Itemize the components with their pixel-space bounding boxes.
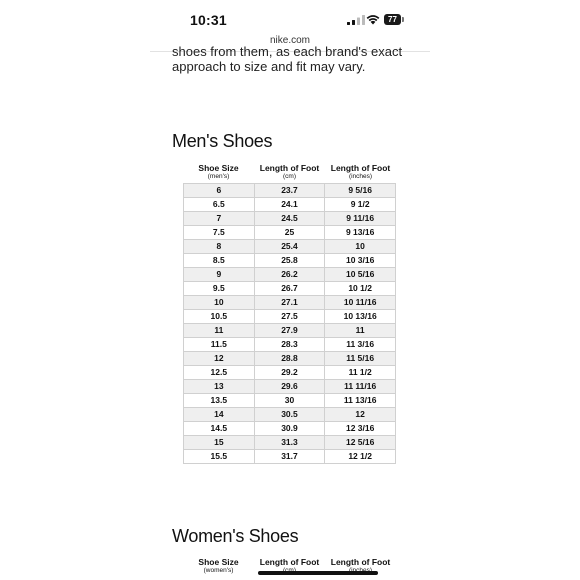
cm-cell: 24.5: [255, 212, 326, 226]
cm-cell: 26.7: [255, 282, 326, 296]
table-row: [184, 352, 396, 366]
table-row: [184, 254, 396, 268]
inches-cell: 9 5/16: [325, 184, 396, 198]
inches-cell: 10 11/16: [325, 296, 396, 310]
cm-cell: 28.8: [255, 352, 326, 366]
size-cell: 8.5: [184, 254, 255, 268]
cm-cell: 25.8: [255, 254, 326, 268]
womens-col-size-label: Shoe Size: [198, 557, 239, 567]
cm-cell: 25.4: [255, 240, 326, 254]
table-row: [184, 338, 396, 352]
table-row: [184, 226, 396, 240]
womens-col-cm-label: Length of Foot: [259, 557, 320, 567]
table-row: [184, 324, 396, 338]
size-cell: 10: [184, 296, 255, 310]
size-cell: 8: [184, 240, 255, 254]
size-cell: 9: [184, 268, 255, 282]
table-row: [184, 212, 396, 226]
size-cell: 7: [184, 212, 255, 226]
status-time: 10:31: [190, 12, 227, 28]
inches-cell: 11 11/16: [325, 380, 396, 394]
cm-cell: 29.6: [255, 380, 326, 394]
size-cell: 11.5: [184, 338, 255, 352]
cm-cell: 30.9: [255, 422, 326, 436]
womens-shoes-heading: Women's Shoes: [172, 526, 299, 546]
intro-text: approach to size and fit may vary.: [172, 59, 366, 74]
table-row: [184, 422, 396, 436]
size-cell: 7.5: [184, 226, 255, 240]
table-row: [184, 436, 396, 450]
mens-col-size-label: Shoe Size: [198, 163, 239, 173]
size-cell: 9.5: [184, 282, 255, 296]
inches-cell: 10 1/2: [325, 282, 396, 296]
table-row: [184, 268, 396, 282]
mens-col-inches-header: [325, 163, 396, 181]
url-bar[interactable]: nike.com: [269, 35, 310, 46]
table-row: [184, 282, 396, 296]
table-row: [184, 450, 396, 464]
table-row: [184, 296, 396, 310]
cm-cell: 27.9: [255, 324, 326, 338]
signal-icon: [347, 15, 365, 25]
clipped-text: shoes from them, as each brand's exact: [172, 44, 403, 59]
home-indicator[interactable]: [258, 571, 378, 575]
cm-cell: 31.3: [255, 436, 326, 450]
size-cell: 15.5: [184, 450, 255, 464]
battery-icon: [384, 14, 404, 25]
inches-cell: 12: [325, 408, 396, 422]
size-cell: 13: [184, 380, 255, 394]
size-cell: 10.5: [184, 310, 255, 324]
inches-cell: 10 3/16: [325, 254, 396, 268]
size-cell: 13.5: [184, 394, 255, 408]
inches-cell: 12 3/16: [325, 422, 396, 436]
inches-cell: 12 5/16: [325, 436, 396, 450]
inches-cell: 12 1/2: [325, 450, 396, 464]
mens-col-inches-label: Length of Foot: [330, 163, 391, 173]
table-row: [184, 198, 396, 212]
inches-cell: 11 3/16: [325, 338, 396, 352]
wifi-icon: [366, 14, 380, 25]
inches-cell: 11 5/16: [325, 352, 396, 366]
cm-cell: 27.1: [255, 296, 326, 310]
inches-cell: 9 11/16: [325, 212, 396, 226]
inches-cell: 11: [325, 324, 396, 338]
size-cell: 14: [184, 408, 255, 422]
cm-cell: 27.5: [255, 310, 326, 324]
mens-col-inches-sub: (inches): [348, 173, 373, 180]
cm-cell: 28.3: [255, 338, 326, 352]
size-cell: 11: [184, 324, 255, 338]
inches-cell: 10 5/16: [325, 268, 396, 282]
inches-cell: 11 13/16: [325, 394, 396, 408]
inches-cell: 11 1/2: [325, 366, 396, 380]
mens-col-cm-label: Length of Foot: [259, 163, 320, 173]
cm-cell: 25: [255, 226, 326, 240]
battery-cap: [402, 17, 404, 22]
cm-cell: 26.2: [255, 268, 326, 282]
size-cell: 12.5: [184, 366, 255, 380]
inches-cell: 10 13/16: [325, 310, 396, 324]
mens-shoes-heading: Men's Shoes: [172, 131, 273, 151]
battery-level: 77: [384, 14, 401, 25]
size-cell: 15: [184, 436, 255, 450]
table-row: [184, 380, 396, 394]
cm-cell: 29.2: [255, 366, 326, 380]
cm-cell: 23.7: [255, 184, 326, 198]
inches-cell: 10: [325, 240, 396, 254]
mens-size-table: [183, 183, 396, 464]
cm-cell: 24.1: [255, 198, 326, 212]
mens-col-cm-header: [254, 163, 325, 181]
table-row: [184, 394, 396, 408]
table-row: [184, 310, 396, 324]
size-cell: 6: [184, 184, 255, 198]
womens-col-size-sub: (women's): [203, 567, 234, 574]
mens-col-size-header: [183, 163, 254, 181]
size-cell: 6.5: [184, 198, 255, 212]
mens-col-size-sub: (men's): [207, 173, 230, 180]
womens-col-inches-label: Length of Foot: [330, 557, 391, 567]
status-bar: [0, 0, 580, 34]
table-row: [184, 408, 396, 422]
cm-cell: 30: [255, 394, 326, 408]
cm-cell: 31.7: [255, 450, 326, 464]
inches-cell: 9 1/2: [325, 198, 396, 212]
womens-col-size-header: [183, 557, 254, 575]
size-cell: 14.5: [184, 422, 255, 436]
size-cell: 12: [184, 352, 255, 366]
table-row: [184, 240, 396, 254]
inches-cell: 9 13/16: [325, 226, 396, 240]
page-content[interactable]: [0, 44, 580, 580]
mens-size-rows: [184, 184, 396, 464]
mens-col-cm-sub: (cm): [283, 173, 296, 180]
table-row: [184, 366, 396, 380]
cm-cell: 30.5: [255, 408, 326, 422]
table-row: [184, 184, 396, 198]
